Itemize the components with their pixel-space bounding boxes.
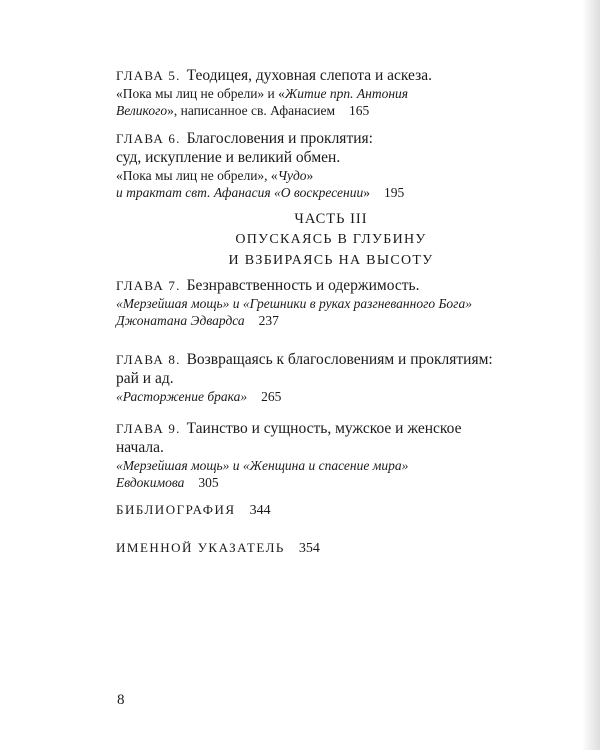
- chapter-title: Возвращаясь к благословениям и проклятиям:: [186, 351, 493, 368]
- chapter-title: Безнравственность и одержимость.: [186, 277, 420, 294]
- chapter-subtitle-line: [116, 388, 546, 405]
- chapter-heading: [116, 129, 546, 148]
- chapter-title-continued: рай и ад.: [116, 370, 174, 387]
- page-number: 305: [198, 475, 219, 490]
- chapter-subtitle-line: [116, 474, 546, 491]
- chapter-subtitle-line: [116, 102, 546, 119]
- chapter-label: ГЛАВА 5.: [116, 68, 181, 83]
- chapter-subtitle-line: [116, 167, 546, 184]
- page-edge-shadow: [582, 0, 600, 750]
- chapter-title-continued: суд, искупление и великий обмен.: [116, 149, 341, 166]
- chapter-label: ГЛАВА 9.: [116, 421, 181, 436]
- toc-entry-chapter-5: [116, 66, 546, 119]
- page-number: 195: [383, 185, 405, 200]
- part-number: ЧАСТЬ III: [294, 211, 368, 227]
- toc-entry-name-index: [116, 540, 320, 557]
- part-heading: [116, 210, 546, 271]
- work-title: «Мерзейшая мощь» и «Грешники в руках разгневанного Бога»: [116, 296, 472, 311]
- chapter-label: ГЛАВА 8.: [116, 352, 181, 367]
- chapter-heading: [116, 276, 546, 295]
- chapter-label: ГЛАВА 7.: [116, 278, 181, 293]
- subtitle-text: », написанное св. Афанасием: [167, 103, 336, 118]
- subtitle-text: «Пока мы лиц не обрели» и «: [116, 86, 285, 101]
- chapter-heading: [116, 350, 546, 369]
- work-title: и трактат свт. Афанасия «: [116, 185, 281, 200]
- toc-entry-chapter-6: [116, 129, 546, 201]
- work-title: Чудо: [277, 168, 307, 183]
- page-number: 165: [349, 103, 370, 118]
- work-title: Евдокимова: [116, 475, 185, 490]
- chapter-subtitle-line: [116, 457, 546, 474]
- back-matter-label: БИБЛИОГРАФИЯ: [116, 502, 236, 517]
- chapter-heading: [116, 66, 546, 85]
- work-title: Великого: [116, 103, 168, 118]
- chapter-label: ГЛАВА 6.: [116, 131, 181, 146]
- folio-page-number: 8: [117, 692, 125, 708]
- work-title: «Мерзейшая мощь» и «Женщина и спасение мира»: [116, 458, 409, 473]
- chapter-subtitle-line: [116, 312, 546, 329]
- page-number: 237: [258, 313, 279, 328]
- chapter-title-continued: начала.: [116, 439, 164, 456]
- subtitle-text: «Пока мы лиц не обрели», «: [116, 168, 278, 183]
- chapter-title: Таинство и сущность, мужское и женское: [186, 420, 462, 437]
- toc-entry-chapter-7: [116, 276, 546, 329]
- work-title: О воскресении: [280, 185, 364, 200]
- chapter-subtitle-line: [116, 295, 546, 312]
- toc-entry-bibliography: [116, 502, 271, 519]
- page-number: 265: [261, 389, 282, 404]
- page-number: 354: [298, 541, 320, 556]
- toc-entry-chapter-9: [116, 419, 546, 491]
- chapter-title: Благословения и проклятия:: [186, 130, 373, 147]
- chapter-heading: [116, 419, 546, 438]
- chapter-subtitle-line: [116, 184, 546, 201]
- work-title: Житие прп. Антония: [284, 86, 409, 101]
- part-title-line-2: И ВЗБИРАЯСЬ НА ВЫСОТУ: [228, 253, 434, 268]
- back-matter-label: ИМЕННОЙ УКАЗАТЕЛЬ: [116, 540, 285, 555]
- work-title: «Расторжение брака»: [116, 389, 248, 404]
- chapter-subtitle-line: [116, 85, 546, 102]
- part-title-line-1: ОПУСКАЯСЬ В ГЛУБИНУ: [235, 232, 427, 247]
- toc-entry-chapter-8: [116, 350, 546, 405]
- work-title: Джонатана Эдвардса: [116, 313, 245, 328]
- page-number: 344: [249, 503, 271, 518]
- subtitle-text: »: [363, 185, 370, 200]
- chapter-title: Теодицея, духовная слепота и аскеза.: [186, 67, 433, 84]
- subtitle-text: »: [306, 168, 314, 183]
